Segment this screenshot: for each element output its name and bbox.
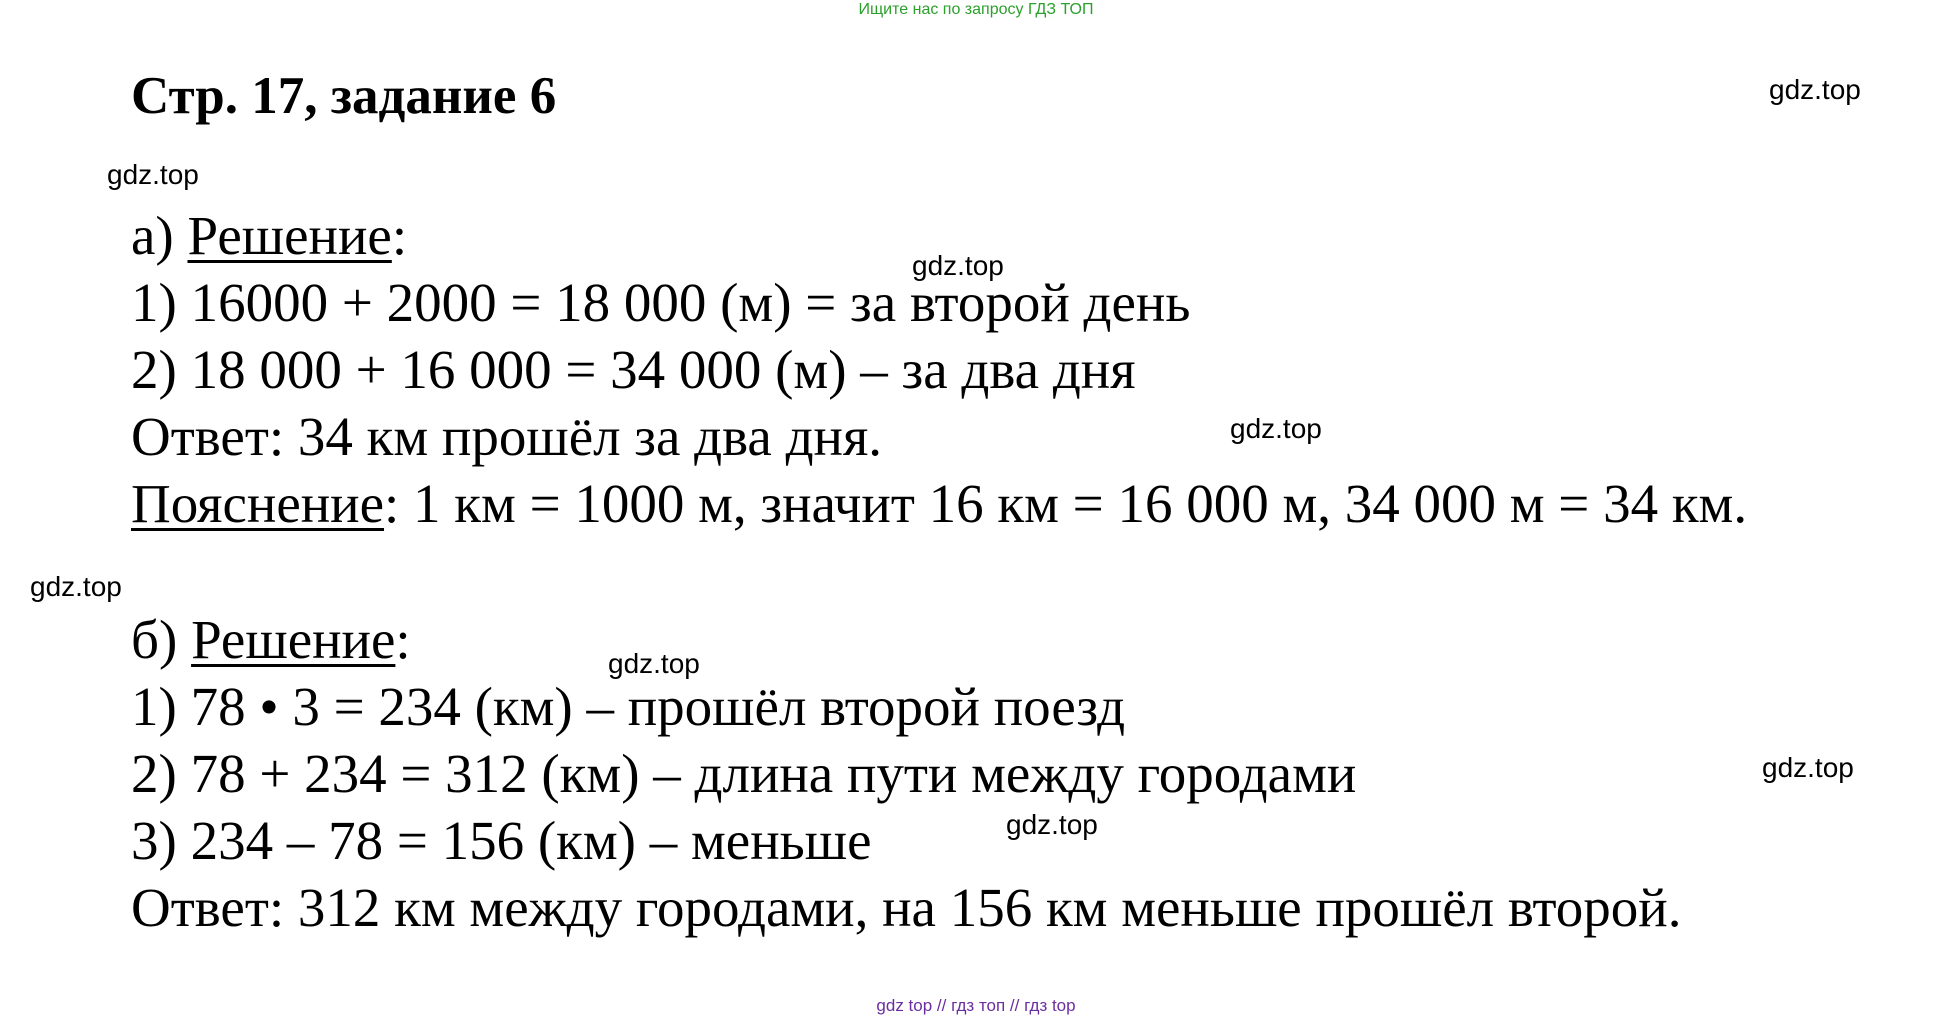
watermark: gdz.top — [30, 571, 122, 602]
part-a-heading — [131, 205, 408, 266]
part-b-prefix: б) — [131, 609, 192, 670]
watermark: gdz.top — [1769, 74, 1861, 105]
watermark: gdz.top — [1006, 809, 1098, 840]
part-a-step-2: 2) 18 000 + 16 000 = 34 000 (м) – за два дня — [131, 339, 1136, 400]
watermark: gdz.top — [1762, 752, 1854, 783]
part-b-step-2: 2) 78 + 234 = 312 (км) – длина пути между городами — [131, 743, 1357, 804]
part-b-answer: Ответ: 312 км между городами, на 156 км меньше прошёл второй. — [131, 877, 1682, 938]
page-title: Стр. 17, задание 6 — [131, 67, 557, 125]
part-b-heading-label: Решение — [191, 609, 396, 670]
part-a-step-1: 1) 16000 + 2000 = 18 000 (м) = за второй день — [131, 272, 1191, 333]
top-banner-link[interactable]: Ищите нас по запросу ГДЗ ТОП — [858, 1, 1094, 18]
watermark: gdz.top — [1230, 413, 1322, 444]
part-b-step-1: 1) 78 • 3 = 234 (км) – прошёл второй поезд — [131, 676, 1126, 737]
part-a-explanation — [131, 473, 1748, 534]
footer-links[interactable]: gdz top // гдз топ // гдз top — [876, 996, 1076, 1015]
part-b-step-3: 3) 234 – 78 = 156 (км) – меньше — [131, 810, 872, 871]
explanation-text: : 1 км = 1000 м, значит 16 км = 16 000 м, 34 000 м = 34 км. — [384, 473, 1748, 534]
watermark: gdz.top — [608, 648, 700, 679]
explanation-label: Пояснение — [131, 473, 385, 534]
watermark: gdz.top — [107, 159, 199, 190]
part-a-colon: : — [391, 205, 408, 266]
part-a-answer: Ответ: 34 км прошёл за два дня. — [131, 406, 883, 467]
part-b-colon: : — [395, 609, 411, 670]
part-b-heading — [131, 609, 411, 670]
part-a-heading-label: Решение — [187, 205, 392, 266]
watermark: gdz.top — [912, 250, 1004, 281]
part-a-prefix: а) — [131, 205, 188, 266]
